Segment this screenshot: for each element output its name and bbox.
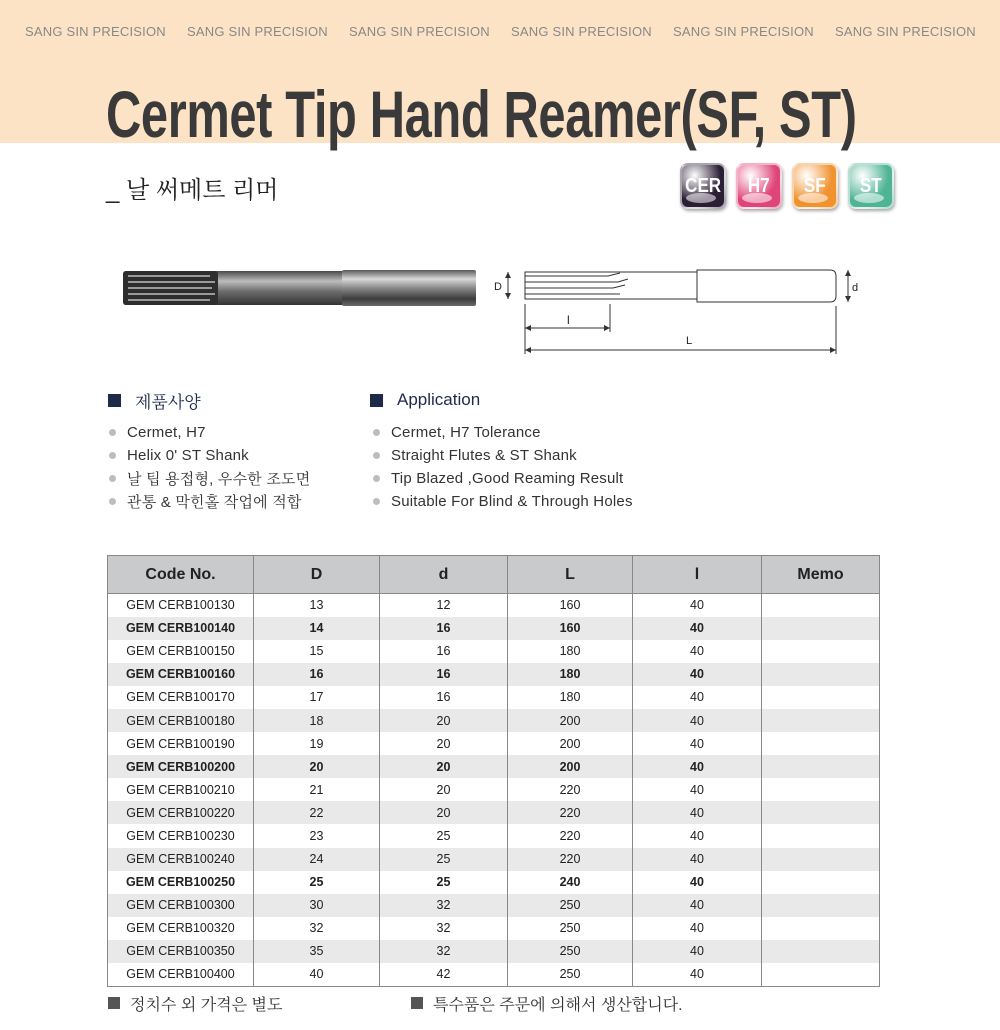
table-cell-l: 40	[633, 686, 762, 709]
dot-icon	[109, 475, 116, 482]
table-cell-memo	[762, 755, 880, 778]
table-row	[108, 801, 880, 824]
table-cell-D: 16	[254, 663, 380, 686]
table-cell-memo	[762, 848, 880, 871]
table-cell-l: 40	[633, 594, 762, 617]
table-cell-memo	[762, 732, 880, 755]
table-cell-d: 42	[380, 963, 508, 986]
table-cell-L: 160	[508, 617, 633, 640]
table-cell-L: 200	[508, 755, 633, 778]
table-cell-L: 250	[508, 917, 633, 940]
table-cell-code: GEM CERB100180	[108, 709, 254, 732]
table-row	[108, 778, 880, 801]
table-cell-d: 16	[380, 686, 508, 709]
table-cell-l: 40	[633, 801, 762, 824]
spec-text: 날 팁 용접형, 우수한 조도면	[127, 470, 311, 488]
table-row	[108, 963, 880, 986]
col-header-D: D	[254, 556, 380, 594]
application-heading-text: Application	[397, 390, 481, 409]
table-cell-D: 21	[254, 778, 380, 801]
table-cell-d: 20	[380, 732, 508, 755]
badge-cer	[680, 163, 726, 209]
col-header-code: Code No.	[108, 556, 254, 594]
brand-text: SANG SIN PRECISION	[349, 24, 490, 39]
table-cell-D: 24	[254, 848, 380, 871]
col-header-memo: Memo	[762, 556, 880, 594]
application-text: Cermet, H7 Tolerance	[391, 423, 541, 441]
table-cell-memo	[762, 640, 880, 663]
table-cell-l: 40	[633, 663, 762, 686]
page-title: Cermet Tip Hand Reamer(SF, ST)	[106, 77, 857, 151]
table-cell-L: 200	[508, 709, 633, 732]
table-row	[108, 894, 880, 917]
table-cell-D: 17	[254, 686, 380, 709]
table-cell-code: GEM CERB100190	[108, 732, 254, 755]
col-header-L: L	[508, 556, 633, 594]
table-cell-d: 20	[380, 801, 508, 824]
table-cell-L: 250	[508, 894, 633, 917]
dot-icon	[373, 429, 380, 436]
table-cell-d: 32	[380, 894, 508, 917]
table-cell-code: GEM CERB100140	[108, 617, 254, 640]
brand-text: SANG SIN PRECISION	[25, 24, 166, 39]
table-cell-d: 16	[380, 617, 508, 640]
table-cell-memo	[762, 686, 880, 709]
table-cell-L: 180	[508, 663, 633, 686]
table-cell-code: GEM CERB100400	[108, 963, 254, 986]
table-row	[108, 640, 880, 663]
table-cell-code: GEM CERB100170	[108, 686, 254, 709]
table-cell-memo	[762, 778, 880, 801]
table-cell-l: 40	[633, 871, 762, 894]
table-cell-L: 220	[508, 778, 633, 801]
spec-item	[109, 445, 249, 465]
dot-icon	[109, 452, 116, 459]
table-cell-l: 40	[633, 824, 762, 847]
footer-note-text: 특수품은 주문에 의해서 생산합니다.	[433, 996, 683, 1014]
table-cell-d: 20	[380, 709, 508, 732]
table-cell-memo	[762, 617, 880, 640]
table-cell-L: 180	[508, 686, 633, 709]
table-cell-memo	[762, 894, 880, 917]
table-cell-D: 18	[254, 709, 380, 732]
dot-icon	[373, 452, 380, 459]
table-cell-D: 30	[254, 894, 380, 917]
table-cell-l: 40	[633, 732, 762, 755]
dim-D: D	[494, 281, 502, 293]
table-cell-l: 40	[633, 709, 762, 732]
table-cell-L: 220	[508, 824, 633, 847]
application-text: Tip Blazed ,Good Reaming Result	[391, 469, 624, 487]
dim-l: l	[567, 313, 570, 327]
table-cell-code: GEM CERB100230	[108, 824, 254, 847]
brand-text: SANG SIN PRECISION	[187, 24, 328, 39]
square-bullet-icon	[108, 394, 121, 407]
application-text: Straight Flutes & ST Shank	[391, 446, 577, 464]
table-cell-D: 15	[254, 640, 380, 663]
application-heading	[370, 390, 480, 410]
dim-d: d	[852, 282, 859, 294]
square-bullet-icon	[370, 394, 383, 407]
table-cell-l: 40	[633, 917, 762, 940]
table-cell-l: 40	[633, 963, 762, 986]
footer-note-text: 정치수 외 가격은 별도	[130, 996, 283, 1014]
table-cell-code: GEM CERB100250	[108, 871, 254, 894]
brand-text: SANG SIN PRECISION	[511, 24, 652, 39]
table-row	[108, 617, 880, 640]
table-cell-code: GEM CERB100160	[108, 663, 254, 686]
table-cell-D: 14	[254, 617, 380, 640]
spec-text: Cermet, H7	[127, 423, 206, 441]
table-cell-memo	[762, 824, 880, 847]
table-header-row	[108, 556, 880, 594]
spec-item	[109, 468, 310, 488]
table-cell-L: 180	[508, 640, 633, 663]
reamer-drawing	[488, 262, 868, 362]
table-cell-code: GEM CERB100220	[108, 801, 254, 824]
table-cell-code: GEM CERB100200	[108, 755, 254, 778]
table-cell-D: 13	[254, 594, 380, 617]
application-text: Suitable For Blind & Through Holes	[391, 492, 633, 510]
table-cell-memo	[762, 801, 880, 824]
table-cell-d: 25	[380, 848, 508, 871]
table-cell-D: 19	[254, 732, 380, 755]
specs-heading-text: 제품사양	[135, 392, 201, 412]
table-cell-d: 16	[380, 663, 508, 686]
table-cell-D: 35	[254, 940, 380, 963]
table-cell-code: GEM CERB100300	[108, 894, 254, 917]
brand-text: SANG SIN PRECISION	[673, 24, 814, 39]
table-cell-d: 20	[380, 778, 508, 801]
table-cell-l: 40	[633, 617, 762, 640]
table-row	[108, 755, 880, 778]
table-row	[108, 940, 880, 963]
table-row	[108, 732, 880, 755]
col-header-l: l	[633, 556, 762, 594]
table-cell-memo	[762, 940, 880, 963]
dot-icon	[373, 498, 380, 505]
badge-sf	[792, 163, 838, 209]
table-cell-D: 20	[254, 755, 380, 778]
table-cell-l: 40	[633, 848, 762, 871]
table-cell-code: GEM CERB100320	[108, 917, 254, 940]
badge-h7	[736, 163, 782, 209]
reamer-photo	[120, 270, 478, 306]
table-cell-l: 40	[633, 778, 762, 801]
table-cell-code: GEM CERB100130	[108, 594, 254, 617]
spec-text: 관통 & 막힌홀 작업에 적합	[127, 493, 302, 511]
table-cell-d: 12	[380, 594, 508, 617]
table-cell-L: 250	[508, 940, 633, 963]
table-cell-D: 23	[254, 824, 380, 847]
footer-note-right	[411, 994, 683, 1012]
application-item	[373, 491, 633, 511]
table-cell-d: 25	[380, 824, 508, 847]
table-cell-memo	[762, 709, 880, 732]
table-cell-L: 220	[508, 801, 633, 824]
application-item	[373, 468, 623, 488]
table-cell-d: 32	[380, 917, 508, 940]
table-cell-l: 40	[633, 894, 762, 917]
table-cell-memo	[762, 917, 880, 940]
table-cell-L: 250	[508, 963, 633, 986]
table-row	[108, 824, 880, 847]
application-item	[373, 445, 577, 465]
brand-text: SANG SIN PRECISION	[835, 24, 976, 39]
application-item	[373, 422, 541, 442]
table-cell-code: GEM CERB100240	[108, 848, 254, 871]
badge-label: CER	[685, 174, 721, 197]
table-cell-d: 20	[380, 755, 508, 778]
badge-st	[848, 163, 894, 209]
dot-icon	[373, 475, 380, 482]
table-row	[108, 663, 880, 686]
table-cell-l: 40	[633, 940, 762, 963]
table-cell-memo	[762, 663, 880, 686]
table-cell-code: GEM CERB100350	[108, 940, 254, 963]
table-cell-l: 40	[633, 755, 762, 778]
table-cell-l: 40	[633, 640, 762, 663]
table-cell-D: 25	[254, 871, 380, 894]
table-cell-d: 32	[380, 940, 508, 963]
table-cell-L: 240	[508, 871, 633, 894]
badge-label: SF	[804, 174, 826, 197]
table-row	[108, 917, 880, 940]
table-cell-code: GEM CERB100150	[108, 640, 254, 663]
dim-L: L	[686, 335, 693, 347]
footer-note-left	[108, 994, 282, 1012]
square-bullet-icon	[108, 997, 120, 1009]
table-cell-memo	[762, 963, 880, 986]
table-cell-D: 32	[254, 917, 380, 940]
table-row	[108, 848, 880, 871]
spec-table	[107, 555, 880, 987]
table-cell-memo	[762, 871, 880, 894]
table-row	[108, 871, 880, 894]
table-row	[108, 686, 880, 709]
dot-icon	[109, 429, 116, 436]
table-cell-L: 200	[508, 732, 633, 755]
spec-item	[109, 491, 302, 511]
badge-label: ST	[860, 174, 882, 197]
dot-icon	[109, 498, 116, 505]
specs-heading	[108, 390, 201, 410]
square-bullet-icon	[411, 997, 423, 1009]
spec-item	[109, 422, 206, 442]
badge-label: H7	[748, 174, 770, 197]
table-row	[108, 594, 880, 617]
spec-text: Helix 0' ST Shank	[127, 446, 249, 464]
brand-row	[0, 24, 1000, 40]
col-header-d: d	[380, 556, 508, 594]
table-row	[108, 709, 880, 732]
page-subtitle: _ 날 써메트 리머	[106, 177, 279, 204]
table-cell-L: 160	[508, 594, 633, 617]
table-cell-L: 220	[508, 848, 633, 871]
table-cell-memo	[762, 594, 880, 617]
table-cell-D: 40	[254, 963, 380, 986]
table-cell-D: 22	[254, 801, 380, 824]
table-cell-code: GEM CERB100210	[108, 778, 254, 801]
table-cell-d: 25	[380, 871, 508, 894]
table-cell-d: 16	[380, 640, 508, 663]
